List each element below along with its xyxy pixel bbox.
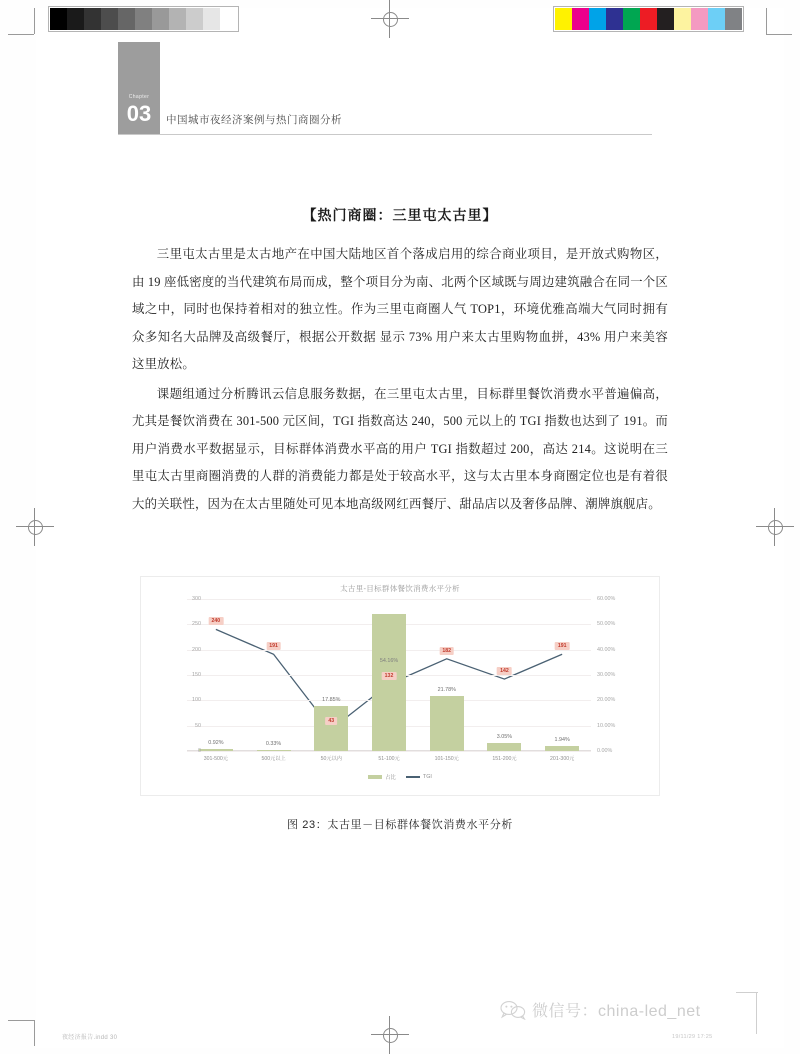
chart-bar-group [533, 599, 591, 751]
gray-swatch [101, 8, 118, 30]
gray-swatch [67, 8, 84, 30]
gray-swatch [118, 8, 135, 30]
chart-line-point-label: 182 [439, 647, 454, 655]
y-axis-tick-left: 200 [192, 646, 201, 653]
paragraph-1: 三里屯太古里是太古地产在中国大陆地区首个落成启用的综合商业项目，是开放式购物区，由 19 座低密度的当代建筑布局而成，整个项目分为南、北两个区域既与周边建筑融合在同一个区域之中，同时也保持着相对的独立性。作为三里屯商圈人气 TOP1，环境优雅高端大气同时拥有众多知名大品牌及高级餐厅，根据公开数据 显示 73% 用户来太古里购物血拼，43% 用户来美容这里放松。 [132, 247, 668, 371]
paragraph-2: 课题组通过分析腾讯云信息服务数据，在三里屯太古里，目标群里餐饮消费水平普遍偏高，尤其是餐饮消费在 301-500 元区间，TGI 指数高达 240，500 元以上的 TGI 指数也达到了 191。而用户消费水平数据显示，目标群体消费水平高的用户 TGI 指数超过 200，高达 214。这说明在三里屯太古里商圈消费的人群的消费能力都是处于较高水平，这与太古里本身商圈定位也是有着很大的关联性，因为在太古里随处可见本地高级网红西餐厅、甜品店以及奢侈品牌、潮牌旗舰店。 [132, 386, 668, 511]
figure-caption: 图 23：太古里－目标群体餐饮消费水平分析 [287, 819, 513, 831]
chart-bar-label: 1.94% [554, 737, 570, 744]
color-swatch [572, 8, 589, 30]
color-calibration-strip [553, 6, 744, 32]
y-axis-tick-right: 10.00% [597, 722, 616, 729]
color-swatch [623, 8, 640, 30]
article-body [132, 205, 668, 520]
gray-swatch [50, 8, 67, 30]
y-axis-tick-right: 20.00% [597, 697, 616, 704]
gray-swatch [152, 8, 169, 30]
legend-swatch-line [406, 776, 420, 778]
y-axis-tick-left: 100 [192, 697, 201, 704]
x-axis-tick-label: 151-200元 [492, 756, 517, 762]
y-axis-tick-left: 150 [192, 672, 201, 678]
y-axis-tick-left: 250 [192, 621, 201, 628]
chart-bar [257, 741, 291, 751]
chart-bar [430, 686, 464, 751]
registration-mark-top [371, 0, 409, 38]
chart-bar [545, 737, 579, 751]
chart-line-point-label: 240 [209, 617, 224, 625]
page-title: 【热门商圈：三里屯太古里】 [302, 209, 498, 224]
gray-swatch [220, 8, 237, 30]
color-swatch [606, 8, 623, 30]
chart-bar [199, 739, 233, 751]
x-axis-tick-label: 301-500元 [203, 756, 228, 762]
edge-tick-horizontal [736, 992, 758, 993]
watermark-text: 微信号：china-led_net [532, 1003, 701, 1020]
y-axis-tick-left: 0 [198, 748, 201, 754]
registration-mark-left [16, 508, 54, 546]
chart-bar-label: 54.16% [379, 657, 399, 664]
color-swatch [589, 8, 606, 30]
color-swatch [725, 8, 742, 30]
y-axis-tick-right: 50.00% [597, 621, 616, 628]
y-axis-tick-right: 60.00% [597, 596, 616, 602]
wechat-icon [500, 1000, 526, 1020]
footer-filename: 夜经济报告.indd 30 [62, 1035, 118, 1041]
crop-mark-top-left-h [8, 34, 34, 35]
chart-legend [141, 773, 659, 781]
color-swatch [657, 8, 674, 30]
chart-bar-group [418, 599, 476, 751]
color-swatch [640, 8, 657, 30]
chart-bar-label: 0.33% [265, 741, 282, 747]
x-axis-tick-label: 500元以上 [261, 756, 286, 762]
chapter-badge [118, 42, 160, 134]
chart-bar [372, 614, 406, 751]
x-axis-tick-label: 101-150元 [434, 756, 459, 762]
chart-bar-group [302, 599, 360, 751]
chart-line-point-label: 191 [555, 642, 570, 650]
crop-mark-top-right-v [766, 8, 767, 34]
chart-bar-group [245, 599, 303, 751]
chart-x-axis-labels [187, 755, 591, 762]
chart-title: 太古里-目标群体餐饮消费水平分析 [340, 584, 460, 593]
legend-item-share [368, 773, 396, 781]
grayscale-calibration-strip [48, 6, 239, 32]
chart-container [140, 576, 660, 796]
crop-mark-top-right-h [766, 34, 792, 35]
y-axis-tick-right: 0.00% [597, 748, 613, 754]
crop-mark-top-left-v [34, 8, 35, 34]
legend-label-share: 占比 [385, 775, 396, 781]
legend-swatch-bar [368, 775, 382, 779]
gray-swatch [169, 8, 186, 30]
chart-line-point-label: 43 [325, 717, 337, 725]
chart-bar-label: 3.05% [496, 734, 513, 741]
header-divider [118, 134, 652, 135]
legend-label-tgi: TGI [422, 774, 432, 780]
gray-swatch [203, 8, 220, 30]
legend-item-tgi [406, 774, 432, 780]
x-axis-tick-label: 50元以内 [320, 756, 342, 762]
chapter-label: Chapter [128, 94, 150, 100]
chart-bar-label: 17.85% [322, 696, 341, 703]
gray-swatch [84, 8, 101, 30]
color-swatch [674, 8, 691, 30]
chart-line-point-label: 142 [497, 667, 512, 675]
chapter-number: 03 [126, 101, 152, 126]
chart-gridline [187, 751, 591, 752]
color-swatch [555, 8, 572, 30]
watermark-timestamp: 19/11/29 17:25 [672, 1034, 713, 1040]
crop-mark-bottom-left-h [8, 1020, 34, 1021]
registration-mark-bottom [371, 1016, 409, 1054]
y-axis-tick-right: 40.00% [597, 646, 616, 653]
figure-block [140, 576, 660, 832]
crop-mark-bottom-left-v [34, 1020, 35, 1046]
chapter-title: 中国城市夜经济案例与热门商圈分析 [166, 115, 342, 126]
gray-swatch [186, 8, 203, 30]
chart-line-point-label: 132 [382, 672, 397, 680]
chart-line-point-label: 191 [266, 642, 281, 650]
x-axis-tick-label: 201-300元 [550, 756, 575, 762]
chart-bar [487, 734, 521, 751]
registration-mark-right [756, 508, 794, 546]
edge-tick-vertical [756, 992, 757, 1034]
gray-swatch [135, 8, 152, 30]
x-axis-tick-label: 51-100元 [378, 756, 400, 762]
chart-bar [314, 696, 348, 751]
wechat-watermark [500, 998, 701, 1021]
color-swatch [691, 8, 708, 30]
y-axis-tick-left: 50 [195, 722, 201, 729]
paper-area [36, 8, 784, 1048]
y-axis-tick-left: 300 [192, 596, 201, 602]
chart-bar-label: 0.92% [208, 739, 224, 746]
color-swatch [708, 8, 725, 30]
y-axis-tick-right: 30.00% [597, 672, 616, 678]
chart-bar-label: 21.78% [437, 686, 456, 693]
